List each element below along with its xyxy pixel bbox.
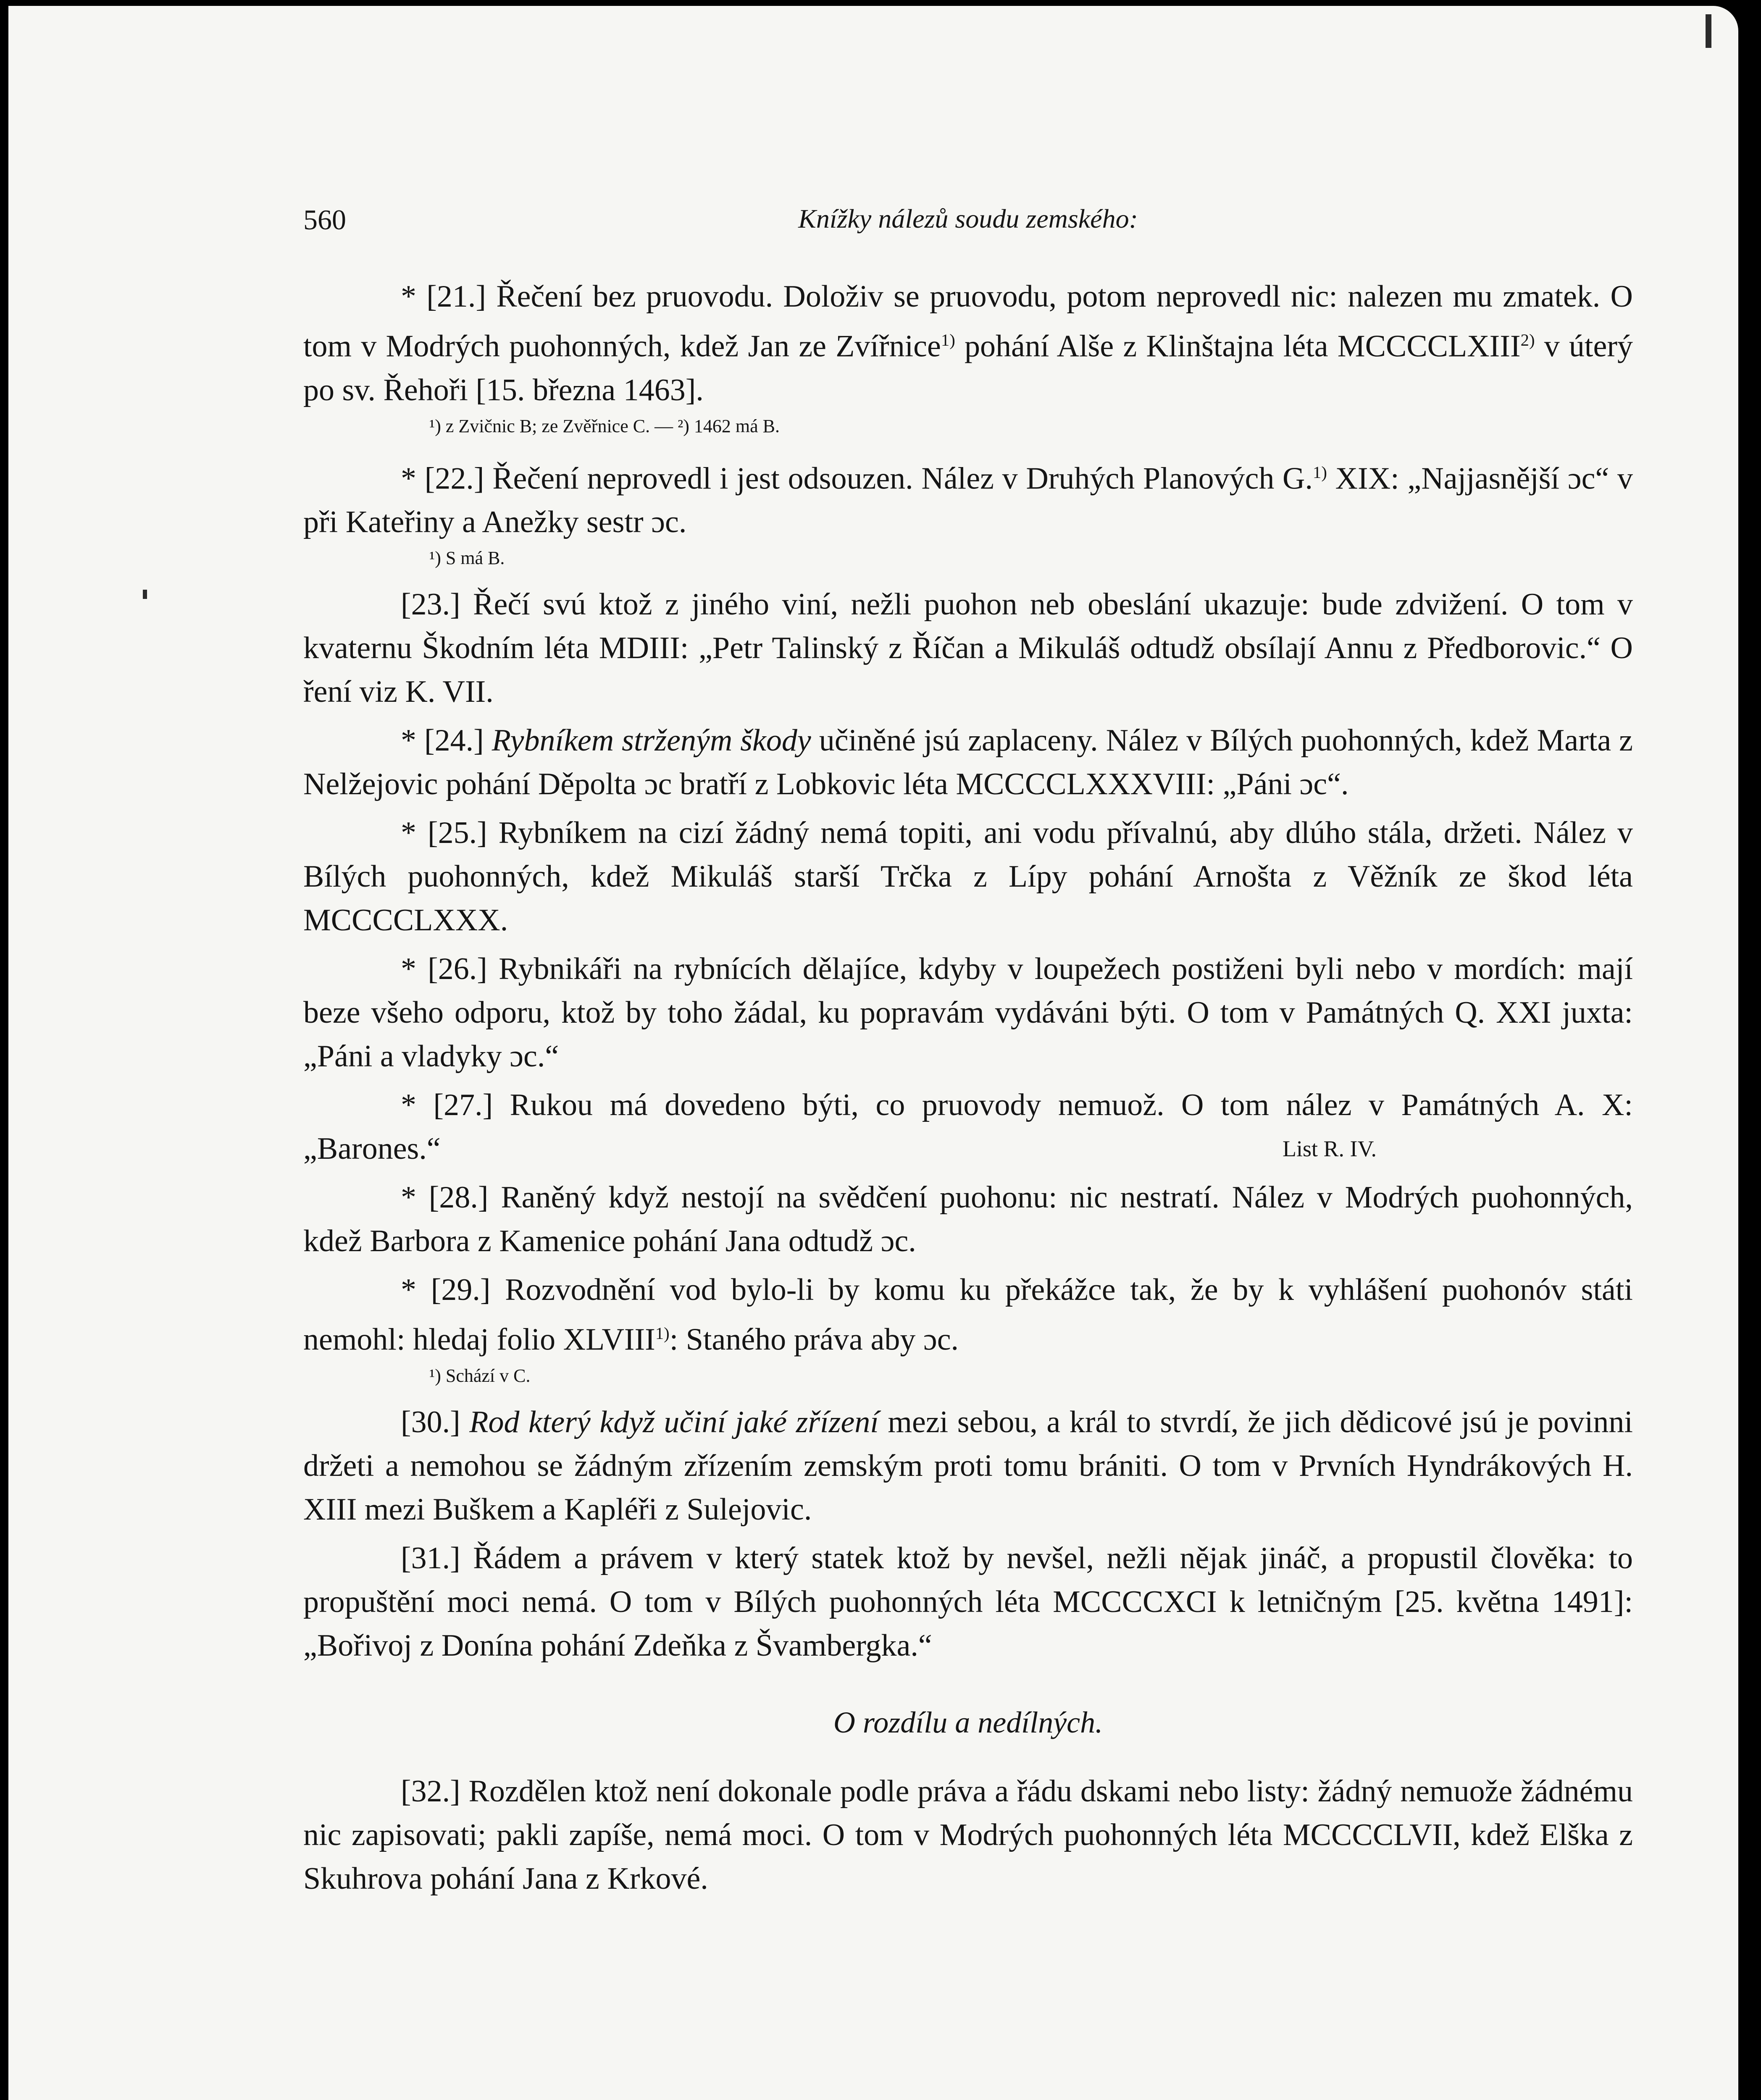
- page: [8, 6, 1738, 2100]
- page-header: [303, 203, 1633, 241]
- footnote-ref: 1): [1313, 462, 1327, 482]
- entry-heading: Rozvodnění vod bylo-li by komu ku překážce: [505, 1273, 1116, 1307]
- entry-29: [303, 1268, 1633, 1362]
- entry-text: pohání Alše z Klinštajna léta MCCCCLXIII: [955, 329, 1521, 364]
- entry-star: *: [401, 723, 416, 758]
- entry-number: [27.]: [433, 1088, 493, 1123]
- entry-star: *: [401, 1088, 416, 1123]
- entry-23: [303, 583, 1633, 714]
- entry-heading: Řečení bez pruovodu.: [496, 279, 773, 314]
- entry-32: [303, 1769, 1633, 1900]
- entry-text: Doloživ se pruovodu, potom neprovedl nic: nalezen mu zmatek. O tom v Modrých puohonných, kdež Jan ze Zvířnice: [303, 279, 1633, 364]
- entry-number: [22.]: [424, 461, 484, 496]
- entry-star: *: [401, 279, 416, 314]
- entry-heading: Rybníkem na cizí žádný nemá topiti,: [498, 816, 973, 850]
- entry-number: [21.]: [426, 279, 486, 314]
- entry-22: [303, 451, 1633, 544]
- running-title: Knížky nálezů soudu zemského:: [798, 204, 1138, 234]
- entry-21: [303, 275, 1633, 412]
- footnote-ref: 1): [655, 1324, 670, 1343]
- entry-heading: Rukou má dovedeno býti,: [510, 1088, 859, 1123]
- entry-heading: Rod který když učiní jaké zřízení: [469, 1404, 879, 1439]
- entry-star: *: [401, 1180, 416, 1215]
- entry-26: [303, 947, 1633, 1078]
- footnote: ¹) Schází v C.: [429, 1365, 531, 1386]
- entry-28: [303, 1176, 1633, 1263]
- entry-star: *: [401, 952, 416, 987]
- entry-text: kdyby v loupežech postiženi byli nebo v mordích: mají beze všeho odporu, ktož by toho žádal, ku popravám vydáváni býti. O tom v Památných Q. XXI juxta: „Páni a vladyky ɔc.“: [303, 952, 1633, 1074]
- entry-number: [32.]: [401, 1774, 460, 1809]
- entry-number: [30.]: [401, 1404, 460, 1439]
- entry-number: [29.]: [431, 1273, 491, 1307]
- entry-text: ani vodu přívalnú, aby dlúho stála, držeti. Nález v Bílých puohonných, kdež Mikuláš starší Trčka z Lípy pohání Arnošta z Věžník ze škod léta MCCCCLXXX.: [303, 816, 1633, 938]
- entry-heading: Řečí svú ktož z jiného viní,: [473, 587, 838, 622]
- entry-text: učiněné jsú zaplaceny. Nález v Bílých puohonných, kdež Marta z Nelžejovic pohání Děpolta ɔc bratří z Lobkovic léta MCCCCLXXXVIII: „Páni ɔc“.: [303, 723, 1633, 802]
- entry-number: [23.]: [401, 587, 460, 622]
- entry-number: [25.]: [427, 816, 487, 850]
- entry-heading: Rybnikáři na rybnících dělajíce,: [499, 952, 907, 987]
- page-number: 560: [303, 204, 346, 236]
- entry-text: co pruovody nemuož. O tom nález v Památných A. X: „Barones.“: [303, 1088, 1633, 1166]
- entry-number: [31.]: [401, 1541, 460, 1575]
- entry-star: *: [401, 461, 416, 496]
- entry-heading: Řádem a právem v který statek: [473, 1541, 884, 1575]
- entry-text: nežli puohon neb obeslání ukazuje: bude zdvižení. O tom v kvaternu Škodním léta MDIII: „Petr Talinský z Říčan a Mikuláš odtudž obsílají Annu z Předborovic.“ O ření viz K. VII.: [303, 587, 1633, 709]
- entry-heading: Rybníkem strženým škody: [492, 723, 811, 758]
- section-title: O rozdílu a nedílných.: [833, 1705, 1103, 1739]
- entry-27: [303, 1083, 1633, 1171]
- entry-24: [303, 719, 1633, 806]
- footnote: ¹) S má B.: [429, 548, 505, 569]
- entry-heading: Řečení neprovedl i jest odsouzen.: [492, 461, 913, 496]
- entry-number: [24.]: [424, 723, 484, 758]
- entry-text: nic nestratí. Nález v Modrých puohonných, kdež Barbora z Kamenice pohání Jana odtudž ɔc.: [303, 1180, 1633, 1259]
- footnote-ref: 1): [941, 331, 955, 349]
- scan-mark: [143, 590, 147, 599]
- entry-text: ktož by nevšel, nežli nějak jináč, a propustil člověka: to propuštění moci nemá. O tom v Bílých puohonných léta MCCCCXCI k letničným [25. května 1491]: „Bořivoj z Donína pohání Zdeňka z Švambergka.“: [303, 1541, 1633, 1663]
- footnote: ¹) z Zvičnic B; ze Zvěřnice C. — ²) 1462 má B.: [429, 415, 780, 436]
- entry-31: [303, 1536, 1633, 1667]
- entry-25: [303, 811, 1633, 942]
- entry-heading: Raněný když nestojí na svědčení puohonu:: [501, 1180, 1057, 1215]
- entry-text: v úterý po sv. Řehoři [15. března 1463].: [303, 329, 1633, 407]
- margin-note: List R. IV.: [1282, 1136, 1377, 1162]
- scan-mark: [1706, 14, 1711, 48]
- entry-text: : Staného práva aby ɔc.: [669, 1322, 959, 1357]
- page-content: [303, 203, 1633, 1900]
- entry-text: mezi sebou, a král to stvrdí, že jich dědicové jsú je povinni držeti a nemohou se žádným zřízením zemským proti tomu brániti. O tom v Prvních Hyndrákových H. XIII mezi Buškem a Kapléři z Sulejovic.: [303, 1404, 1633, 1527]
- entry-text: Nález v Druhých Planových G.: [913, 461, 1313, 496]
- entry-text: podle práva a řádu dskami nebo listy: žádný nemuože žádnému nic zapisovati; pakli zapíše, nemá moci. O tom v Modrých puohonných léta MCCCCLVII, kdež Elška z Skuhrova pohání Jana z Krkové.: [303, 1774, 1633, 1896]
- entry-star: *: [401, 1273, 416, 1307]
- entry-text: XIX: „Najjasnější ɔc“ v při Kateřiny a Anežky sestr ɔc.: [303, 461, 1633, 540]
- footnote-ref: 2): [1520, 331, 1535, 349]
- entry-30: [303, 1400, 1633, 1531]
- entry-number: [28.]: [428, 1180, 489, 1215]
- entry-text: tak, že by k vyhlášení puohonóv státi nemohl: hledaj folio XLVIII: [303, 1273, 1633, 1357]
- entry-number: [26.]: [428, 952, 487, 987]
- entry-star: *: [401, 816, 416, 850]
- entry-heading: Rozdělen ktož není dokonale: [468, 1774, 832, 1809]
